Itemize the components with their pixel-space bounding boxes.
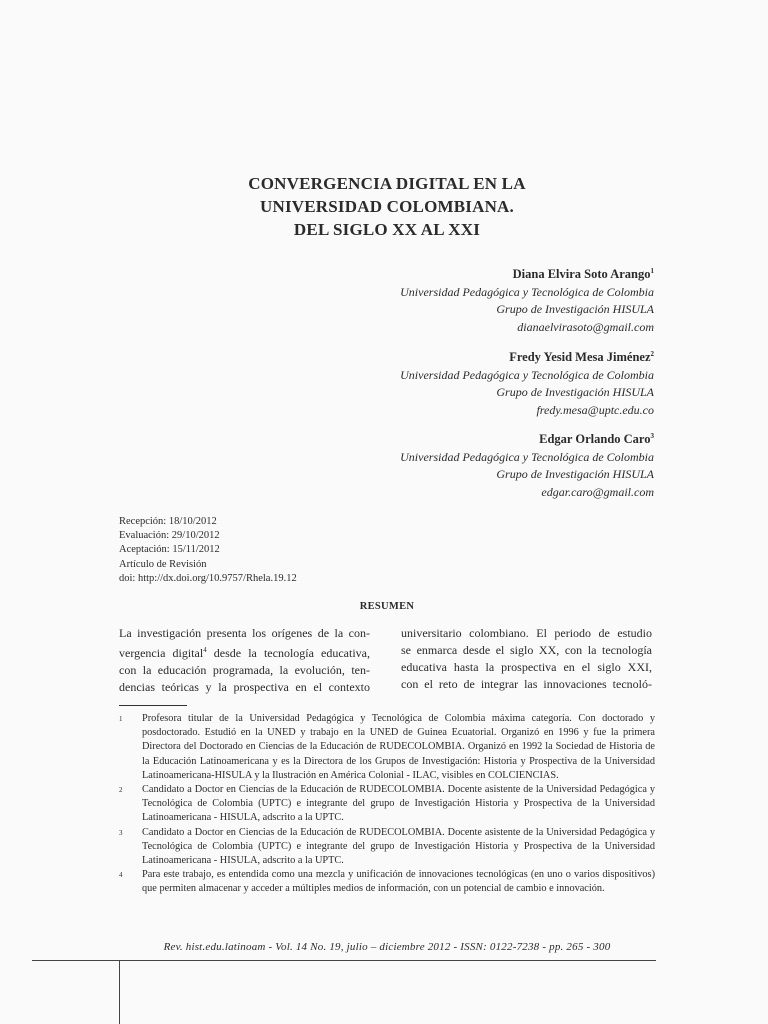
footnote-number: 4 xyxy=(119,871,123,880)
author-email: dianaelvirasoto@gmail.com xyxy=(517,319,654,334)
author-name-text: Edgar Orlando Caro xyxy=(539,432,651,447)
footnote-text: Candidato a Doctor en Ciencias de la Educación de RUDECOLOMBIA. Docente asistente de la Universidad Pedagógica y Tecnológica de Colombia (UPTC) e integrante del grupo de Investigación Historia y Prospectiva de la Universidad Latinoamericana - HISULA, adscrito a la UPTC. xyxy=(142,826,655,867)
reception-date: Recepción: 18/10/2012 xyxy=(119,516,217,527)
footnote-text: Candidato a Doctor en Ciencias de la Educación de RUDECOLOMBIA. Docente asistente de la Universidad Pedagógica y Tecnológica de Colombia (UPTC) e integrante del grupo de Investigación Historia y Prospectiva de la Universidad Latinoamericana - HISULA, adscrito a la UPTC. xyxy=(142,784,655,824)
author-name xyxy=(400,428,654,449)
abstract-heading: RESUMEN xyxy=(359,601,415,612)
acceptance-date: Aceptación: 15/11/2012 xyxy=(119,544,220,556)
author-group: Grupo de Investigación HISULA xyxy=(496,302,654,317)
footnotes xyxy=(119,712,655,897)
author-footnote-ref: 3 xyxy=(650,432,654,440)
abstract-column-1 xyxy=(119,625,370,696)
author-name-text: Diana Elvira Soto Arango xyxy=(512,267,651,282)
abstract-line: universitario colombiano. El periodo de estudio xyxy=(401,626,652,640)
footnote-text: Profesora titular de la Universidad Pedagógica y Tecnológica de Colombia máxima categoría. Con doctorado y posdoctorado. Estudió en la UNED y trabajo en la UNED de Guinea Ecuatorial. Organizó en 1996 y fue la primera Directora del Doctorado en Ciencias de la Educación de RUDECOLOMBIA. Organizó en 1992 la Sociedad de Historia de la Educación Latinoamericana y es la Directora de los Grupos de Investigación: Historia y Prospectiva de la Universidad Latinoamericana-HISULA y la Ilustración en América Colonial - ILAC, visibles en COLCIENCIAS. xyxy=(142,713,655,781)
author-footnote-ref: 2 xyxy=(650,350,654,358)
abstract-line: La investigación presenta los orígenes de la con- xyxy=(119,626,370,640)
title-line-3: DEL SIGLO XX AL XXI xyxy=(293,220,481,239)
page-footer-rule xyxy=(32,960,656,961)
author-affiliation: Universidad Pedagógica y Tecnológica de Colombia xyxy=(400,367,654,382)
author-name xyxy=(400,263,654,284)
footnote-number: 1 xyxy=(119,715,123,723)
abstract-line: educativa hasta la prospectiva en el siglo XXI, xyxy=(401,660,652,674)
footnote-3 xyxy=(119,826,655,869)
abstract-text: desde la tecnología educativa, xyxy=(206,646,370,660)
abstract-line: con la educación programada, la evolución, ten- xyxy=(119,663,370,677)
author-group: Grupo de Investigación HISULA xyxy=(496,467,654,482)
abstract-line xyxy=(119,642,370,662)
footnote-1 xyxy=(119,712,655,783)
author-footnote-ref: 1 xyxy=(650,267,654,275)
article-type: Artículo de Revisión xyxy=(119,558,207,570)
title-line-2: UNIVERSIDAD COLOMBIANA. xyxy=(260,197,514,216)
abstract-column-2 xyxy=(401,625,652,693)
author-affiliation: Universidad Pedagógica y Tecnológica de Colombia xyxy=(400,449,654,464)
page-margin-rule xyxy=(119,960,120,1024)
author-email: edgar.caro@gmail.com xyxy=(541,484,654,499)
footnote-text: Para este trabajo, es entendida como una mezcla y unificación de innovaciones tecnológicas (en uno o varios dispositivos) que permiten almacenar y acceder a múltiples medios de información, con un potencial de cambio e innovación. xyxy=(142,869,655,895)
evaluation-date: Evaluación: 29/10/2012 xyxy=(119,530,220,542)
footnote-number: 3 xyxy=(119,828,123,837)
footnote-number: 2 xyxy=(119,786,123,795)
footnote-ref: 4 xyxy=(203,646,207,654)
article-metadata xyxy=(119,515,297,586)
title-line-1: CONVERGENCIA DIGITAL EN LA xyxy=(248,174,526,193)
author-block-1 xyxy=(400,263,654,336)
abstract-line: con el reto de integrar las innovaciones tecnoló- xyxy=(401,677,652,691)
article-title xyxy=(120,172,654,241)
journal-citation: Rev. hist.edu.latinoam - Vol. 14 No. 19, julio – diciembre 2012 - ISSN: 0122-7238 - pp. 265 - 300 xyxy=(163,941,611,953)
author-name-text: Fredy Yesid Mesa Jiménez xyxy=(509,350,651,365)
abstract-line: se enmarca desde el siglo XX, con la tecnología xyxy=(401,643,652,657)
author-group: Grupo de Investigación HISULA xyxy=(496,385,654,400)
abstract-text: vergencia digital xyxy=(119,646,204,660)
author-affiliation: Universidad Pedagógica y Tecnológica de Colombia xyxy=(400,284,654,299)
footnote-2 xyxy=(119,783,655,826)
author-block-2 xyxy=(400,346,654,419)
footnote-divider xyxy=(119,705,187,706)
author-email: fredy.mesa@uptc.edu.co xyxy=(536,402,654,417)
doi-link[interactable]: doi: http://dx.doi.org/10.9757/Rhela.19.12 xyxy=(119,572,297,584)
author-block-3 xyxy=(400,428,654,501)
author-name xyxy=(400,346,654,367)
footnote-4 xyxy=(119,868,655,896)
abstract-line: dencias teóricas y la prospectiva en el contexto xyxy=(119,680,370,694)
